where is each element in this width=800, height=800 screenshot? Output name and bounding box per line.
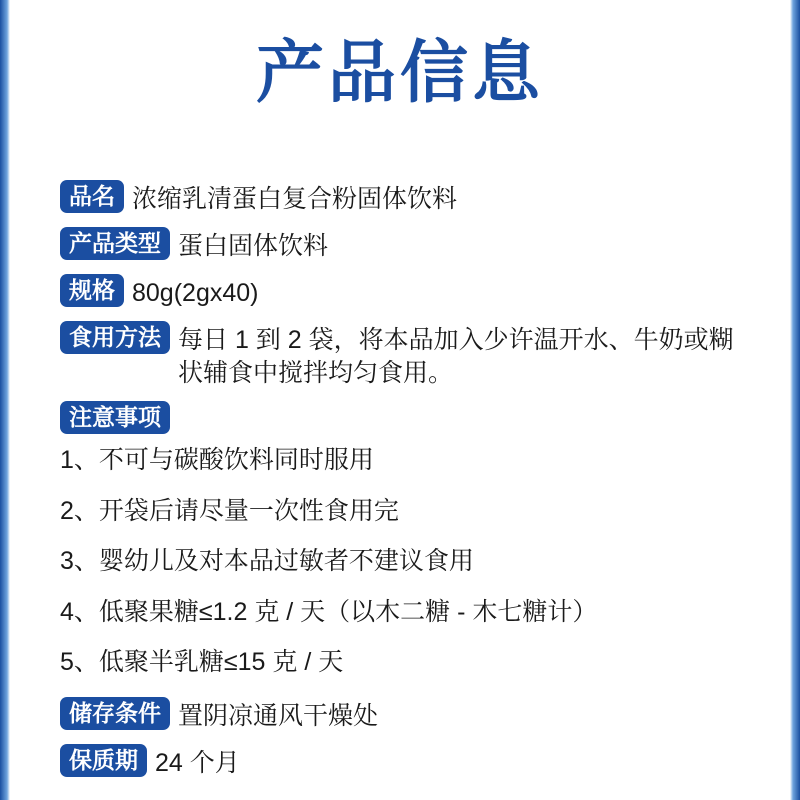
- field-value-product-type: 蛋白固体饮料: [178, 232, 329, 260]
- notes-list: [60, 444, 750, 679]
- field-tag-usage: 食用方法: [60, 321, 170, 354]
- list-item: 4、低聚果糖≤1.2 克 / 天（以木二糖 - 木七糖计）: [60, 597, 598, 626]
- field-tag-product-name: 品名: [60, 180, 124, 213]
- list-item: 5、低聚半乳糖≤15 克 / 天: [60, 648, 344, 677]
- field-row-specification: [60, 274, 750, 310]
- list-item: 3、婴幼儿及对本品过敏者不建议食用: [60, 547, 474, 576]
- field-tag-product-type: 产品类型: [60, 227, 170, 260]
- page-title: 产品信息: [255, 35, 544, 111]
- field-tag-shelf-life: 保质期: [60, 744, 147, 777]
- list-item: 1、不可与碳酸饮料同时服用: [60, 446, 374, 475]
- right-decorative-bar: [790, 0, 800, 800]
- field-tag-specification: 规格: [60, 274, 124, 307]
- left-decorative-bar: [0, 0, 10, 800]
- field-tag-notes: 注意事项: [60, 401, 170, 434]
- field-row-storage: [60, 697, 750, 733]
- notes-header-row: [60, 401, 750, 434]
- field-value-storage: 置阴凉通风干燥处: [178, 701, 379, 730]
- field-value-usage: 每日 1 到 2 袋，将本品加入少许温开水、牛奶或糊状辅食中搅拌均匀食用。: [178, 326, 734, 387]
- field-row-product-name: [60, 180, 750, 216]
- field-value-shelf-life: 24 个月: [155, 748, 240, 777]
- field-row-product-type: [60, 227, 750, 263]
- field-value-specification: 80g(2gx40): [132, 279, 259, 307]
- field-tag-storage: 储存条件: [60, 697, 170, 730]
- list-item: 2、开袋后请尽量一次性食用完: [60, 496, 399, 525]
- field-row-shelf-life: [60, 744, 750, 780]
- field-row-usage: [60, 321, 750, 390]
- field-value-product-name: 浓缩乳清蛋白复合粉固体饮料: [132, 185, 458, 213]
- info-content: [60, 180, 750, 791]
